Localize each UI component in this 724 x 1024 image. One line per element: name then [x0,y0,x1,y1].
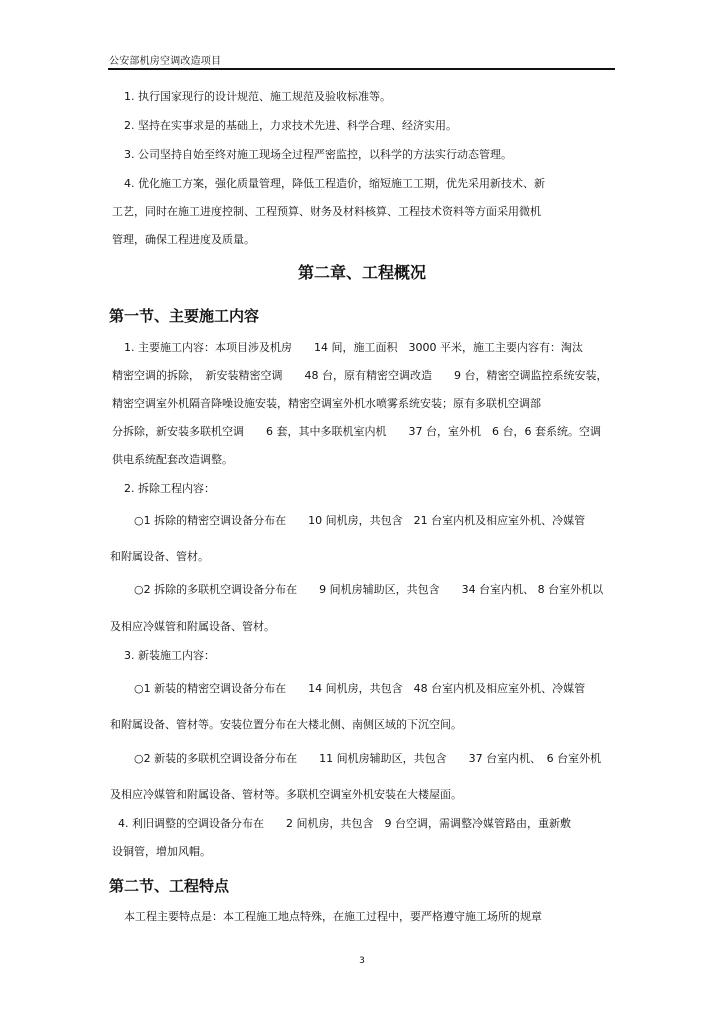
section-1-line-6: 2. 拆除工程内容： [124,482,215,495]
section-2-line-1: 本工程主要特点是：本工程施工地点特殊，在施工过程中，要严格遵守施工场所的规章 [124,910,542,923]
section-1-line-13: 和附属设备、管材等。安装位置分布在大楼北侧、南侧区域的下沉空间。 [110,718,462,731]
header-divider [108,68,615,70]
page-number: 3 [359,956,365,966]
section-1-line-5: 供电系统配套改造调整。 [112,453,233,466]
intro-line-2: 2. 坚持在实事求是的基础上，力求技术先进、科学合理、经济实用。 [124,119,457,132]
intro-line-1: 1. 执行国家现行的设计规范、施工规范及验收标准等。 [124,90,391,103]
section-1-line-3: 精密空调室外机隔音降噪设施安装，精密空调室外机水喷雾系统安装；原有多联机空调部 [112,397,541,410]
section-1-line-1: 1. 主要施工内容：本项目涉及机房 14 间，施工面积 3000 平米，施工主要内容有：淘汰 [124,341,583,354]
section-1-line-17: 设铜管，增加风帽。 [112,845,211,858]
section-1-line-4: 分拆除，新安装多联机空调 6 套，其中多联机室内机 37 台，室外机 6 台，6 套系统。空调 [112,425,601,438]
section-1-line-10: 及相应冷媒管和附属设备、管材。 [110,620,275,633]
section-2-title: 第二节、工程特点 [109,877,230,895]
section-1-line-11: 3. 新装施工内容： [124,649,215,662]
section-1-line-16: 4. 利旧调整的空调设备分布在 2 间机房，共包含 9 台空调，需调整冷媒管路由，重新敷 [118,817,571,830]
section-1-title: 第一节、主要施工内容 [109,307,260,325]
section-1-line-2: 精密空调的拆除， 新安装精密空调 48 台，原有精密空调改造 9 台，精密空调监控系统安装， [112,369,608,382]
section-1-line-14: ○2 新装的多联机空调设备分布在 11 间机房辅助区，共包含 37 台室内机、 6 台室外机 [134,752,602,765]
intro-line-5: 工艺，同时在施工进度控制、工程预算、财务及材料核算、工程技术资料等方面采用微机 [112,205,541,218]
chapter-title: 第二章、工程概况 [297,263,426,282]
section-1-line-9: ○2 拆除的多联机空调设备分布在 9 间机房辅助区，共包含 34 台室内机、 8 台室外机以 [134,583,604,596]
section-1-line-7: ○1 拆除的精密空调设备分布在 10 间机房，共包含 21 台室内机及相应室外机、冷媒管 [134,514,586,527]
intro-line-4: 4. 优化施工方案，强化质量管理，降低工程造价，缩短施工工期，优先采用新技术、新 [124,177,545,190]
intro-line-6: 管理，确保工程进度及质量。 [112,233,255,246]
section-1-line-8: 和附属设备、管材。 [110,550,209,563]
intro-line-3: 3. 公司坚持自始至终对施工现场全过程严密监控，以科学的方法实行动态管理。 [124,148,512,161]
page-header-title: 公安部机房空调改造项目 [109,56,222,67]
section-1-line-12: ○1 新装的精密空调设备分布在 14 间机房，共包含 48 台室内机及相应室外机、冷媒管 [134,682,586,695]
section-1-line-15: 及相应冷媒管和附属设备、管材等。多联机空调室外机安装在大楼屋面。 [110,788,462,801]
